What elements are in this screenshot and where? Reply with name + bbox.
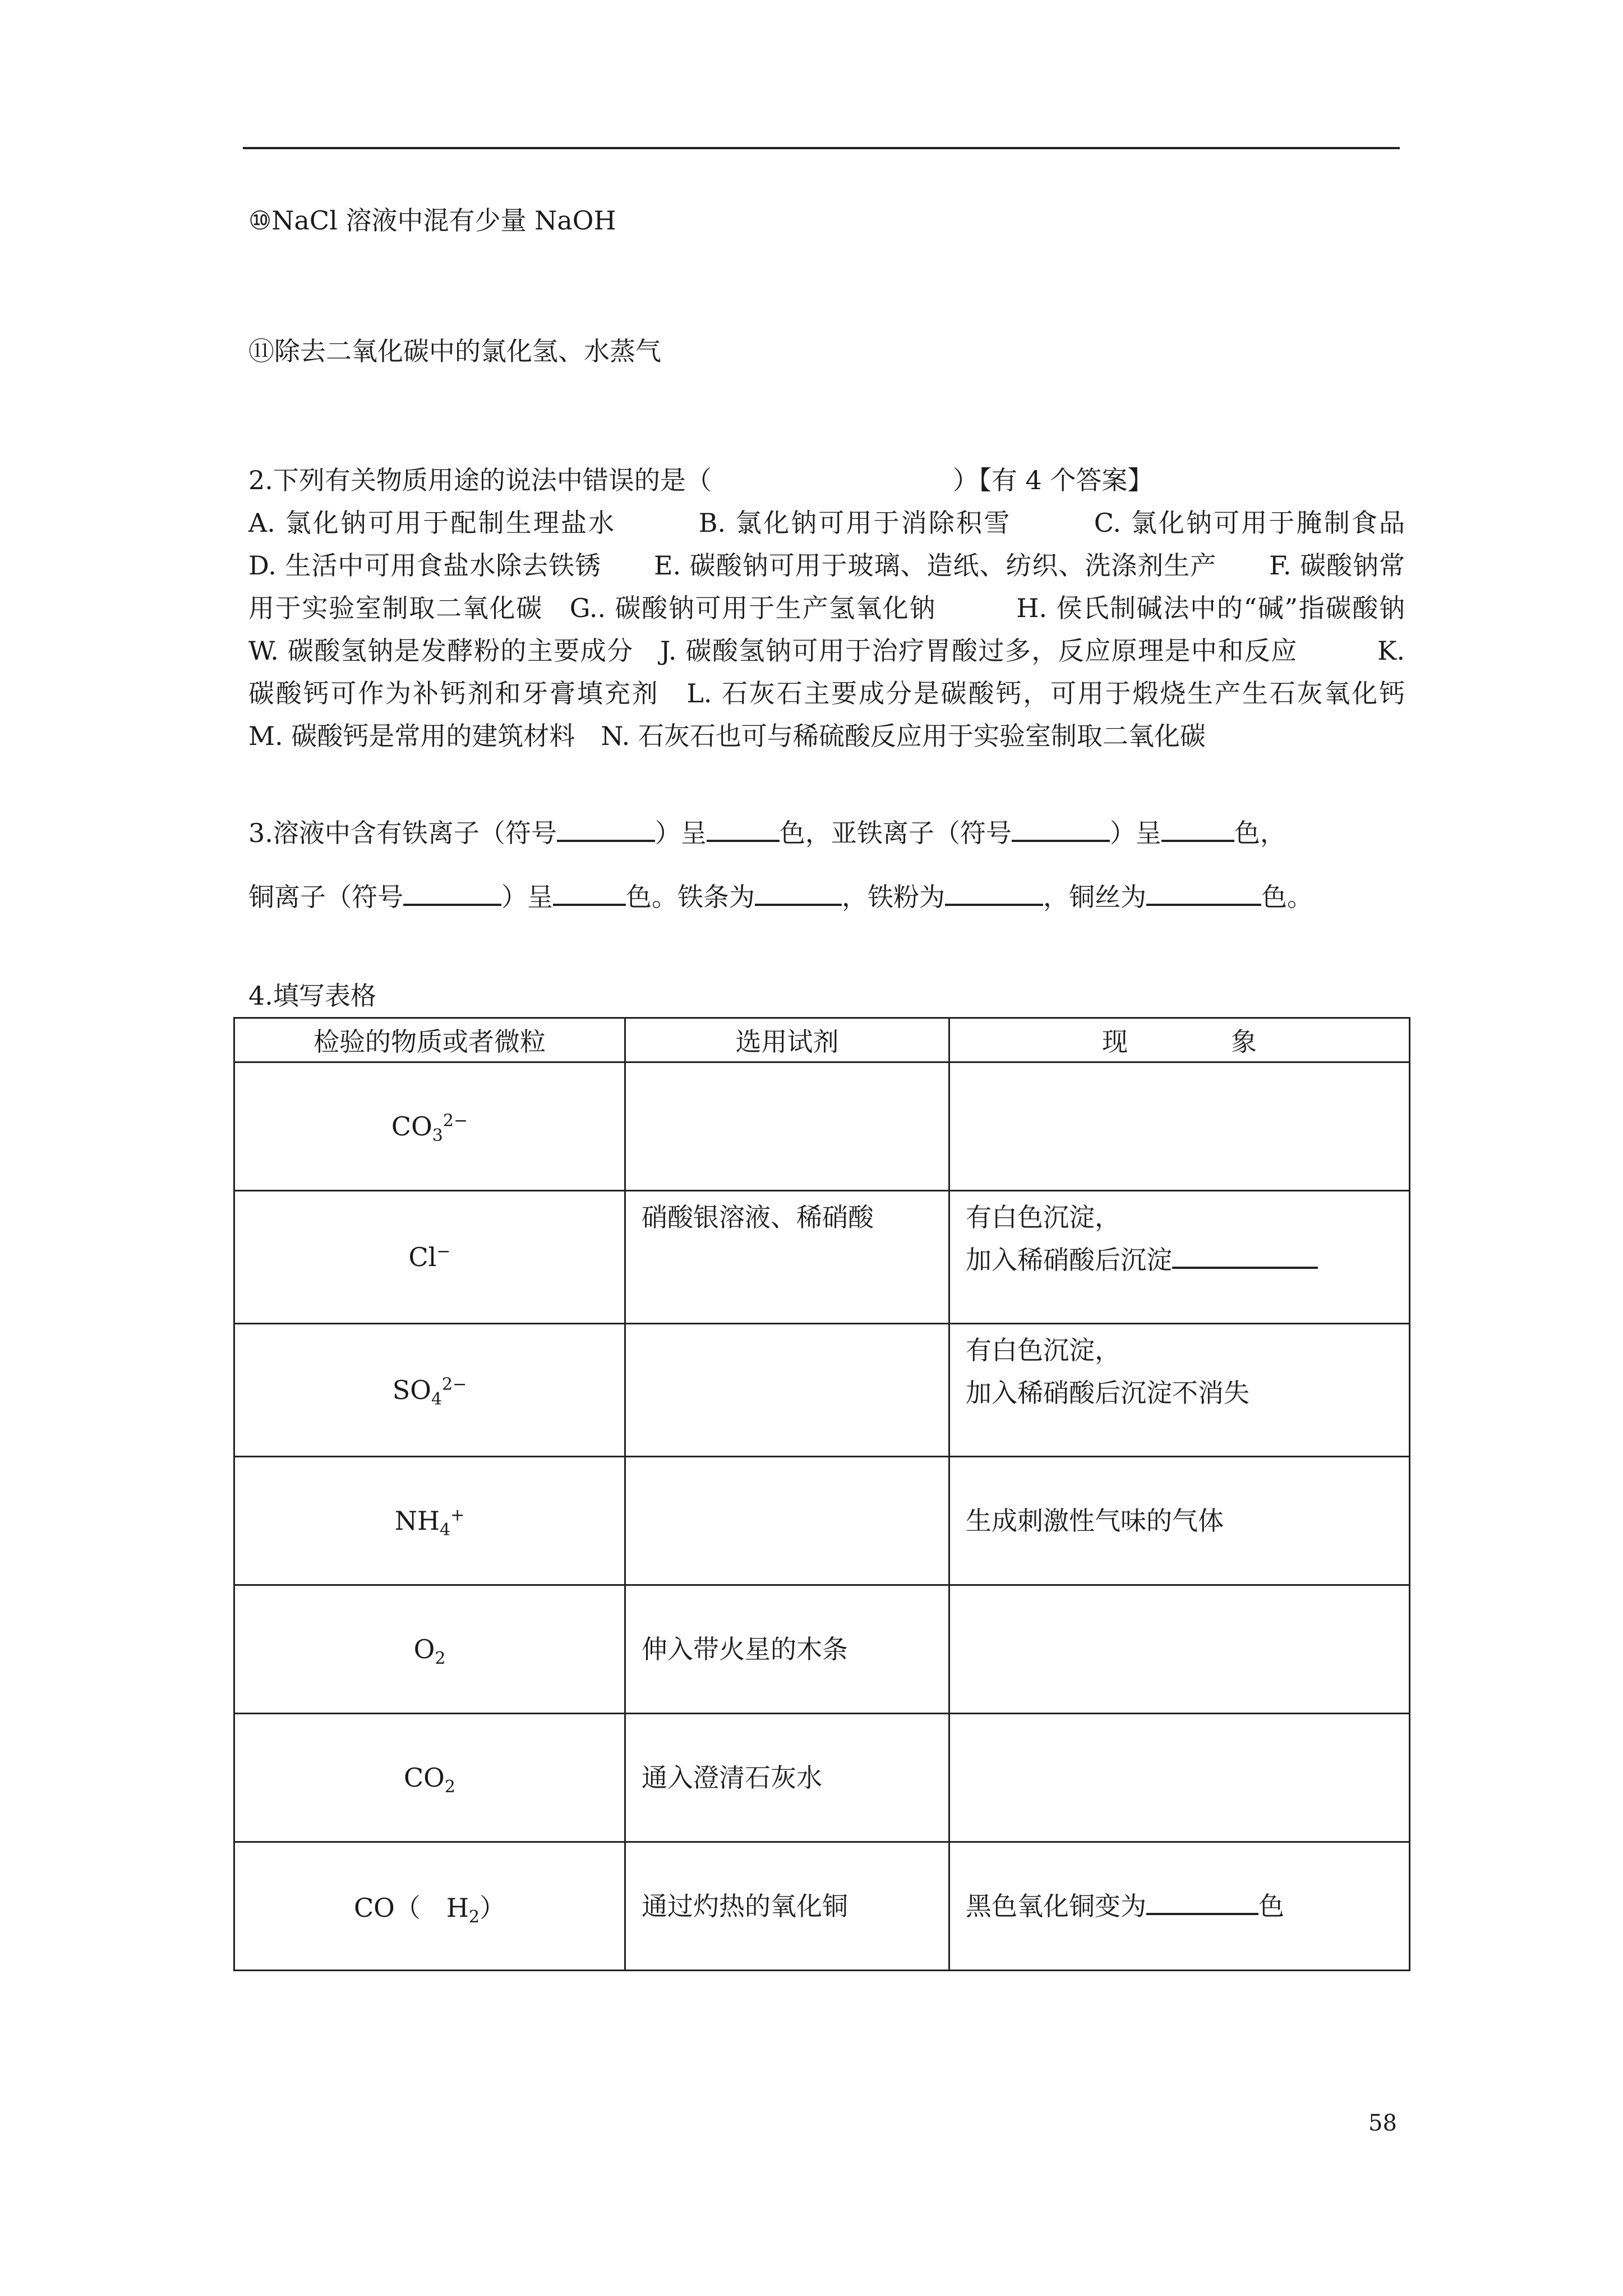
table-row: [234, 1191, 1410, 1324]
q2-stem-b: ）【有 4 个答案】: [952, 465, 1154, 495]
table-row: [234, 1585, 1410, 1714]
species-sup: 2−: [442, 1111, 468, 1131]
q3-text: ）呈: [654, 818, 707, 848]
q3-text: 色。: [1261, 882, 1313, 912]
fe2-symbol-blank[interactable]: [1012, 815, 1110, 842]
cu-color-blank[interactable]: [553, 879, 626, 906]
species-text: NH: [394, 1506, 440, 1536]
phenomenon-cell[interactable]: [949, 1714, 1410, 1842]
species-sup: 2−: [442, 1374, 467, 1395]
q3-line-1: [248, 812, 1286, 854]
fe3-color-blank[interactable]: [707, 815, 780, 842]
q3-text: 3.溶液中含有铁离子（符号: [248, 818, 557, 848]
precipitate-blank[interactable]: [1172, 1242, 1318, 1269]
species-sub: 2: [435, 1649, 446, 1669]
species-text: Cl: [408, 1242, 437, 1272]
species-text: SO: [392, 1375, 431, 1405]
species-text: ）: [479, 1893, 506, 1923]
species-cell: [234, 1842, 625, 1971]
species-sub: 2: [444, 1777, 455, 1797]
q4-title: 4.填写表格: [248, 981, 376, 1011]
species-cell: [234, 1714, 625, 1842]
species-sup: −: [436, 1241, 451, 1262]
phenomenon-cell: [949, 1842, 1410, 1971]
species-text: CO: [403, 1763, 445, 1793]
species-text: CO: [391, 1111, 432, 1142]
item-11: ⑪除去二氧化碳中的氯化氢、水蒸气: [248, 336, 661, 366]
iron-strip-blank[interactable]: [755, 879, 842, 906]
reagent-cell: 硝酸银溶液、稀硝酸: [625, 1191, 949, 1324]
species-cell: [234, 1062, 625, 1191]
header-rule: [243, 147, 1400, 149]
reagent-cell: 伸入带火星的木条: [625, 1585, 949, 1714]
page-number: 58: [1368, 2110, 1397, 2136]
species-sub: 4: [440, 1520, 451, 1540]
phenomenon-line: 加入稀硝酸后沉淀不消失: [966, 1378, 1249, 1408]
ion-test-table: [233, 1017, 1410, 1971]
q3-text: ，铁粉为: [842, 882, 945, 912]
cu-symbol-blank[interactable]: [403, 879, 501, 906]
q3-text: 色，亚铁离子（符号: [779, 818, 1012, 848]
phenomenon-line: 黑色氧化铜变为: [966, 1891, 1146, 1921]
table-header-row: [234, 1018, 1410, 1062]
table-row: [234, 1457, 1410, 1585]
item-10: ⑩NaCl 溶液中混有少量 NaOH: [248, 205, 616, 236]
q2-stem-a: 2.下列有关物质用途的说法中错误的是（: [248, 465, 712, 495]
q3-text: 色，: [1234, 818, 1286, 848]
phenomenon-line: 加入稀硝酸后沉淀: [966, 1245, 1172, 1275]
table-row: [234, 1714, 1410, 1842]
species-text: O: [413, 1634, 435, 1664]
phenomenon-cell: 生成刺激性气味的气体: [949, 1457, 1410, 1585]
reagent-cell: 通过灼热的氧化铜: [625, 1842, 949, 1971]
phenomenon-cell: [949, 1191, 1410, 1324]
reagent-cell: 通入澄清石灰水: [625, 1714, 949, 1842]
phenomenon-line: 有白色沉淀，: [966, 1202, 1121, 1232]
phenomenon-line: 色: [1258, 1891, 1284, 1921]
q3-text: 铜离子（符号: [248, 882, 403, 912]
fe3-symbol-blank[interactable]: [557, 815, 655, 842]
header-phenomenon: 现 象: [949, 1018, 1410, 1062]
q3-text: ）呈: [501, 882, 553, 912]
table-row: [234, 1324, 1410, 1457]
q2-options: A. 氯化钠可用于配制生理盐水 B. 氯化钠可用于消除积雪 C. 氯化钠可用于腌制食品 D. 生活中可用食盐水除去铁锈 E. 碳酸钠可用于玻璃、造纸、纺织、洗涤剂生产 F. 碳酸钠常用于实验室制取二氧化碳 G.. 碳酸钠可用于生产氢氧化钠 H. 侯氏制碱法中的“碱”指碳酸钠 W. 碳酸氢钠是发酵粉的主要成分 J. 碳酸氢钠可用于治疗胃酸过多，反应原理是中和反应 K. 碳酸钙可作为补钙剂和牙膏填充剂 L. 石灰石主要成分是碳酸钙，可用于煅烧生产生石灰氧化钙 M. 碳酸钙是常用的建筑材料 N. 石灰石也可与稀硫酸反应用于实验室制取二氧化碳: [248, 508, 1482, 751]
header-reagent: 选用试剂: [625, 1018, 949, 1062]
q3-line-2: [248, 876, 1313, 918]
phenomenon-cell[interactable]: [949, 1062, 1410, 1191]
table-row: [234, 1062, 1410, 1191]
copper-wire-blank[interactable]: [1146, 879, 1261, 906]
q2-stem: [248, 459, 1153, 501]
copper-color-blank[interactable]: [1146, 1888, 1258, 1915]
species-sub: 4: [431, 1389, 442, 1410]
species-cell: [234, 1324, 625, 1457]
species-sup: +: [450, 1505, 465, 1525]
q3-text: ，铜丝为: [1043, 882, 1146, 912]
reagent-cell[interactable]: [625, 1062, 949, 1191]
species-text: CO（ H: [353, 1893, 469, 1923]
species-cell: [234, 1457, 625, 1585]
phenomenon-line: 有白色沉淀，: [966, 1335, 1121, 1365]
species-cell: [234, 1191, 625, 1324]
species-cell: [234, 1585, 625, 1714]
table-row: [234, 1842, 1410, 1971]
reagent-cell[interactable]: [625, 1324, 949, 1457]
phenomenon-cell[interactable]: [949, 1585, 1410, 1714]
reagent-cell[interactable]: [625, 1457, 949, 1585]
header-species: 检验的物质或者微粒: [234, 1018, 625, 1062]
species-sub: 3: [432, 1126, 443, 1146]
iron-powder-blank[interactable]: [945, 879, 1043, 906]
phenomenon-cell: [949, 1324, 1410, 1457]
fe2-color-blank[interactable]: [1161, 815, 1234, 842]
q3-text: 色。铁条为: [626, 882, 755, 912]
species-sub: 2: [468, 1907, 480, 1927]
q3-text: ）呈: [1109, 818, 1161, 848]
